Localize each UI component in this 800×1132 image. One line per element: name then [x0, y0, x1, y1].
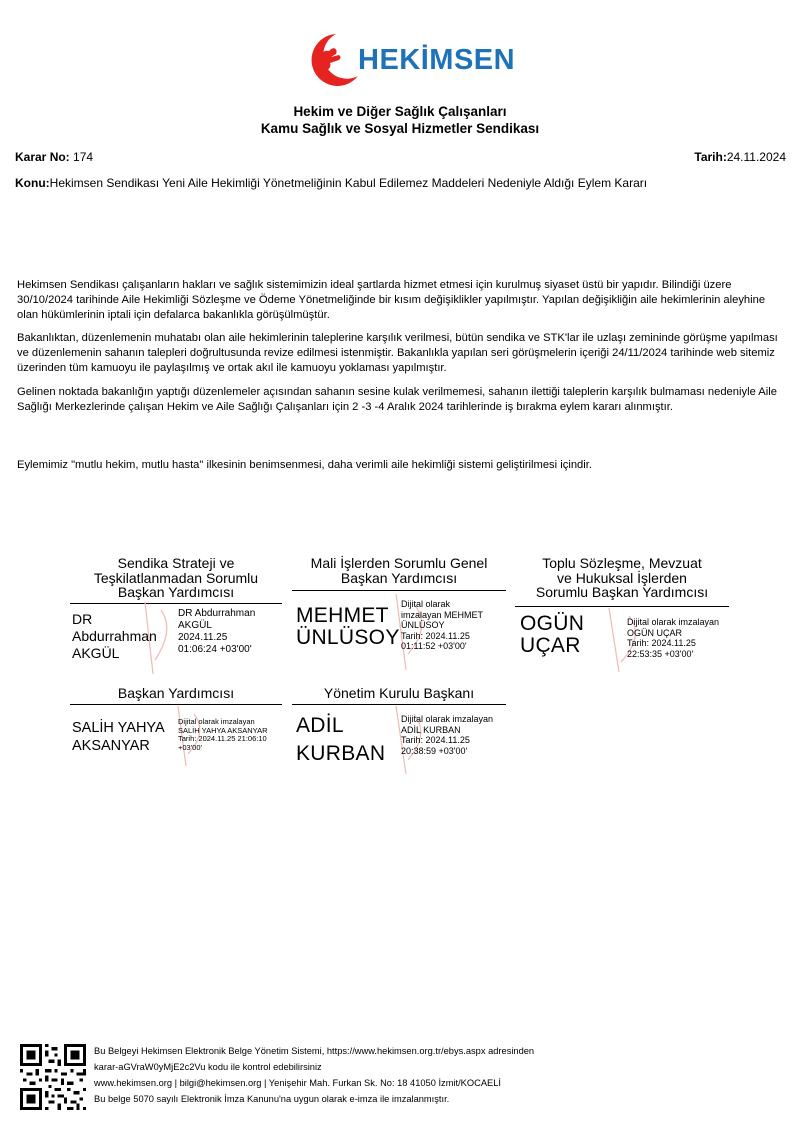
org-name-line1: Hekim ve Diğer Sağlık Çalışanları — [293, 104, 507, 119]
signature-block-4 — [70, 686, 292, 776]
org-name-line2: Kamu Sağlık ve Sosyal Hizmetler Sendikası — [260, 121, 540, 136]
decision-label: Karar No: — [15, 150, 70, 164]
signer-name: MEHMET ÜNLÜSOY — [296, 604, 400, 649]
qr-code-icon — [20, 1044, 86, 1110]
signature-block-1 — [70, 556, 292, 676]
date-label: Tarih: — [694, 150, 727, 164]
signature-title: Başkan Yardımcısı — [117, 685, 235, 701]
signature-details: Dijital olarak imzalayan SALİH YAHYA AKSANYAR Tarih: 2024.11.25 21:06:10 +03'00' — [178, 717, 268, 752]
footer-line-2: karar-aGVraW0yMjE2c2Vu kodu ile kontrol edebilirsiniz — [94, 1062, 322, 1072]
body-paragraph-2: Bakanlıktan, düzenlemenin muhatabı olan aile hekimlerinin taleplerine karşılık verilmesi, bütün sendika ve STK'lar ile uzlaşı zemininde görüşme yapılması ve düzenlemenin sahanın talepleri doğrultusunda revize edilmesi istenmiştir. Bakanlıkla yapılan seri görüşmelerin içeriği 24/11/2024 tarihinde web sitemiz üzerinden tüm kamuoyu ile paylaşılmış ve ortak akıl ile kamuoyu yoklaması yapılmıştır. — [17, 332, 778, 374]
signature-title: Sendika Strateji ve Teşkilatlanmadan Sorumlu Başkan Yardımcısı — [93, 555, 259, 600]
signature-title: Yönetim Kurulu Başkanı — [323, 685, 475, 701]
decision-number — [15, 150, 93, 164]
footer-line-4: Bu belge 5070 sayılı Elektronik İmza Kanunu'na uygun olarak e-imza ile imzalanmıştır. — [94, 1094, 450, 1104]
signer-name: ADİL KURBAN — [296, 714, 386, 765]
signature-block-2 — [292, 556, 512, 676]
signer-name: OGÜN UÇAR — [520, 612, 585, 657]
date-value: 24.11.2024 — [726, 150, 786, 164]
signature-divider — [292, 590, 506, 591]
body-paragraph-3: Gelinen noktada bakanlığın yaptığı düzenlemeler açısından sahanın sesine kulak verilmemesi, sahanın ilettiği taleplerin karşılık bulmaması nedeniyle Aile Sağlığı Merkezlerinde çalışan Hekim ve Aile Sağlığı Çalışanları için 2 -3 -4 Aralık 2024 tarihlerinde iş bırakma eylem kararı alınmıştır. — [17, 386, 777, 413]
decision-value: 174 — [69, 150, 94, 164]
footer-line-1: Bu Belgeyi Hekimsen Elektronik Belge Yönetim Sistemi, https://www.hekimsen.org.tr/ebys.aspx adresinden — [94, 1046, 535, 1056]
hekimsen-logo-icon — [306, 30, 362, 90]
signature-title: Toplu Sözleşme, Mevzuat ve Hukuksal İşlerden Sorumlu Başkan Yardımcısı — [535, 555, 709, 600]
footer-line-3: www.hekimsen.org | bilgi@hekimsen.org | Yenişehir Mah. Furkan Sk. No: 18 41050 İzmit/KOCAELİ — [94, 1078, 501, 1088]
subject-label: Konu: — [15, 176, 50, 190]
subject-value: Hekimsen Sendikası Yeni Aile Hekimliği Yönetmeliğinin Kabul Edilemez Maddeleri Nedeniyle Aldığı Eylem Kararı — [49, 176, 648, 190]
body-paragraph-4: Eylemimiz "mutlu hekim, mutlu hasta" ilkesinin benimsenmesi, daha verimli aile hekimliği sistemi geliştirilmesi içindir. — [17, 459, 592, 471]
signature-details: Dijital olarak imzalayan ADİL KURBAN Tarih: 2024.11.25 20:38:59 +03'00' — [401, 714, 494, 756]
signer-name: DR Abdurrahman AKGÜL — [72, 611, 157, 661]
signature-details: DR Abdurrahman AKGÜL 2024.11.25 01:06:24 +03'00' — [178, 608, 256, 655]
signature-block-5 — [292, 686, 512, 776]
hekimsen-logo — [306, 30, 516, 90]
signature-block-3 — [515, 556, 735, 676]
signer-name: SALİH YAHYA AKSANYAR — [72, 720, 165, 754]
body-paragraph-1: Hekimsen Sendikası çalışanların hakları ve sağlık sistemimizin ideal şartlarda hizmet etmesi için kurulmuş siyaset üstü bir yapıdır. Bilindiği üzere 30/10/2024 tarihinde Aile Hekimliği Sözleşme ve Ödeme Yönetmeliğinde bir kısım değişiklikler yapılmıştır. Yapılan değişikliğin aile hekimlerinin aleyhine olan hükümlerinin iptali için defalarca bakanlıkla görüşülmüştür. — [17, 279, 766, 321]
signature-details: Dijital olarak imzalayan OGÜN UÇAR Tarih: 2024.11.25 22:53:35 +03'00' — [627, 617, 720, 659]
signature-title: Mali İşlerden Sorumlu Genel Başkan Yardımcısı — [310, 555, 488, 586]
document-date — [694, 150, 786, 164]
logo-text: HEKİMSEN — [358, 44, 516, 76]
signature-details: Dijital olarak imzalayan MEHMET ÜNLÜSOY Tarih: 2024.11.25 01:11:52 +03'00' — [401, 599, 484, 651]
subject — [15, 176, 647, 190]
